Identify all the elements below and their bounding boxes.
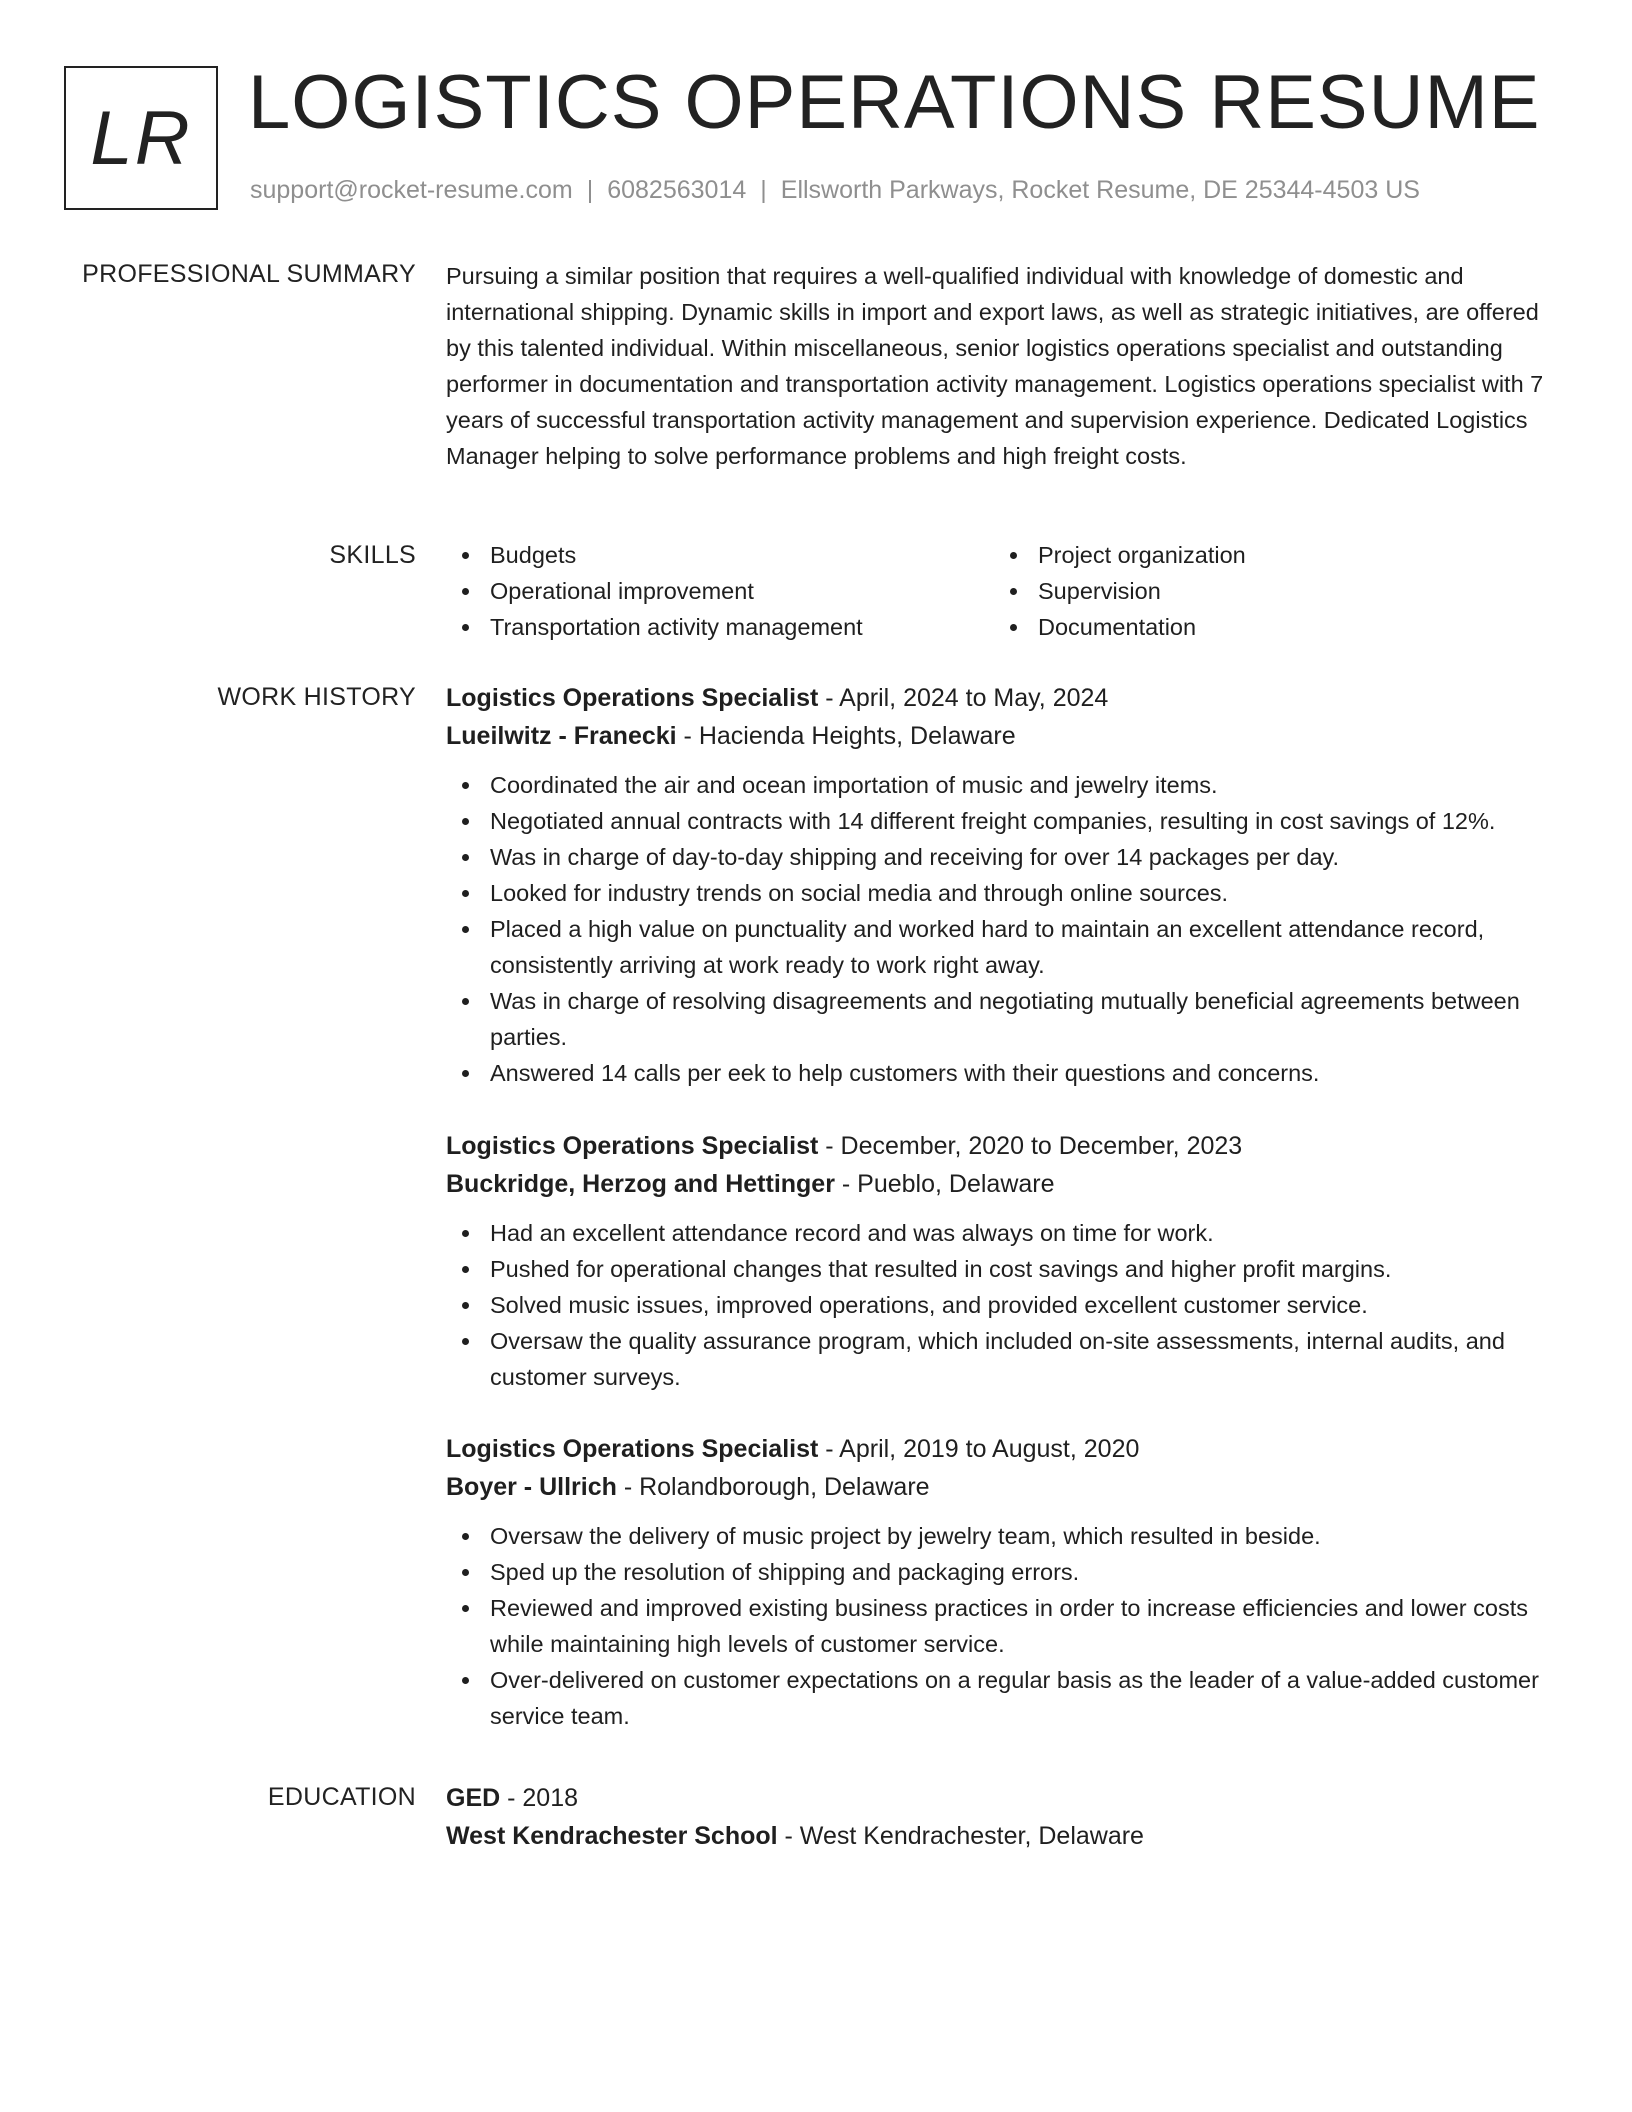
job-company: Buckridge, Herzog and Hettinger [446, 1170, 835, 1198]
work-history-heading: WORK HISTORY [217, 683, 416, 711]
job-bullet: Had an excellent attendance record and was always on time for work. [446, 1215, 1566, 1251]
job-bullet: Oversaw the delivery of music project by jewelry team, which resulted in beside. [446, 1518, 1566, 1554]
skill-item: Supervision [994, 573, 1542, 609]
contact-separator: | [586, 176, 594, 204]
education-school: West Kendrachester School [446, 1822, 778, 1850]
job-bullet: Over-delivered on customer expectations on a regular basis as the leader of a value-added customer service team. [446, 1662, 1566, 1734]
job-dates: - December, 2020 to December, 2023 [818, 1132, 1243, 1160]
education-heading: EDUCATION [267, 1783, 416, 1811]
job-entry [446, 679, 1566, 1091]
monogram-text: LR [90, 95, 192, 181]
contact-address: Ellsworth Parkways, Rocket Resume, DE 25344-4503 US [780, 176, 1420, 204]
job-bullet: Solved music issues, improved operations, and provided excellent customer service. [446, 1287, 1566, 1323]
job-location: - Pueblo, Delaware [834, 1170, 1055, 1198]
job-bullet: Placed a high value on punctuality and worked hard to maintain an excellent attendance record, consistently arriving at work ready to work right away. [446, 911, 1566, 983]
job-bullet: Pushed for operational changes that resulted in cost savings and higher profit margins. [446, 1251, 1566, 1287]
job-title: Logistics Operations Specialist [446, 1132, 819, 1160]
job-entry [446, 1430, 1566, 1734]
resume-title: LOGISTICS OPERATIONS RESUME [248, 60, 1541, 145]
skills-list-right [994, 537, 1542, 645]
summary-section [446, 258, 1566, 474]
monogram-logo [64, 66, 218, 210]
job-bullet-list [446, 1518, 1566, 1734]
job-company: Boyer - Ullrich [446, 1473, 617, 1501]
job-title: Logistics Operations Specialist [446, 684, 819, 712]
contact-line [250, 175, 1420, 205]
job-company-line [446, 1165, 1566, 1203]
summary-heading: PROFESSIONAL SUMMARY [82, 260, 416, 288]
job-company-line [446, 1468, 1566, 1506]
job-location: - Hacienda Heights, Delaware [676, 722, 1016, 750]
education-year: - 2018 [500, 1784, 579, 1812]
contact-phone[interactable]: 6082563014 [607, 176, 747, 204]
education-section [446, 1779, 1566, 1855]
job-bullet: Answered 14 calls per eek to help customers with their questions and concerns. [446, 1055, 1566, 1091]
skill-item: Budgets [446, 537, 994, 573]
job-bullet-list [446, 767, 1566, 1091]
contact-separator: | [760, 176, 767, 204]
job-dates: - April, 2024 to May, 2024 [818, 684, 1109, 712]
skill-item: Project organization [994, 537, 1542, 573]
job-title: Logistics Operations Specialist [446, 1435, 819, 1463]
job-bullet-list [446, 1215, 1566, 1395]
job-dates: - April, 2019 to August, 2020 [818, 1435, 1140, 1463]
job-bullet: Coordinated the air and ocean importation of music and jewelry items. [446, 767, 1566, 803]
job-entry [446, 1127, 1566, 1395]
summary-text: Pursuing a similar position that requires a well-qualified individual with knowledge of domestic and international shipping. Dynamic skills in import and export laws, as well as strategic initiatives, are offered by this talented individual. Within miscellaneous, senior logistics operations specialist and outstanding performer in documentation and transportation activity management. Logistics operations specialist with 7 years of successful transportation activity management and supervision experience. Dedicated Logistics Manager helping to solve performance problems and high freight costs. [446, 263, 1544, 469]
job-bullet: Looked for industry trends on social media and through online sources. [446, 875, 1566, 911]
job-company: Lueilwitz - Franecki [446, 722, 677, 750]
job-location: - Rolandborough, Delaware [616, 1473, 930, 1501]
skill-item: Operational improvement [446, 573, 994, 609]
education-school-line [446, 1817, 1566, 1855]
contact-email[interactable]: support@rocket-resume.com [250, 176, 573, 204]
skill-item: Documentation [994, 609, 1542, 645]
skills-heading: SKILLS [329, 541, 416, 569]
job-company-line [446, 717, 1566, 755]
job-title-line [446, 679, 1566, 717]
skills-section [446, 537, 1566, 645]
job-title-line [446, 1430, 1566, 1468]
education-degree-line [446, 1779, 1566, 1817]
job-bullet: Sped up the resolution of shipping and packaging errors. [446, 1554, 1566, 1590]
skill-item: Transportation activity management [446, 609, 994, 645]
job-bullet: Was in charge of day-to-day shipping and receiving for over 14 packages per day. [446, 839, 1566, 875]
job-bullet: Oversaw the quality assurance program, which included on-site assessments, internal audits, and customer surveys. [446, 1323, 1566, 1395]
job-bullet: Reviewed and improved existing business practices in order to increase efficiencies and lower costs while maintaining high levels of customer service. [446, 1590, 1566, 1662]
education-degree: GED [446, 1784, 501, 1812]
job-bullet: Was in charge of resolving disagreements and negotiating mutually beneficial agreements between parties. [446, 983, 1566, 1055]
job-title-line [446, 1127, 1566, 1165]
education-location: - West Kendrachester, Delaware [777, 1822, 1144, 1850]
job-bullet: Negotiated annual contracts with 14 different freight companies, resulting in cost savings of 12%. [446, 803, 1566, 839]
skills-list-left [446, 537, 994, 645]
